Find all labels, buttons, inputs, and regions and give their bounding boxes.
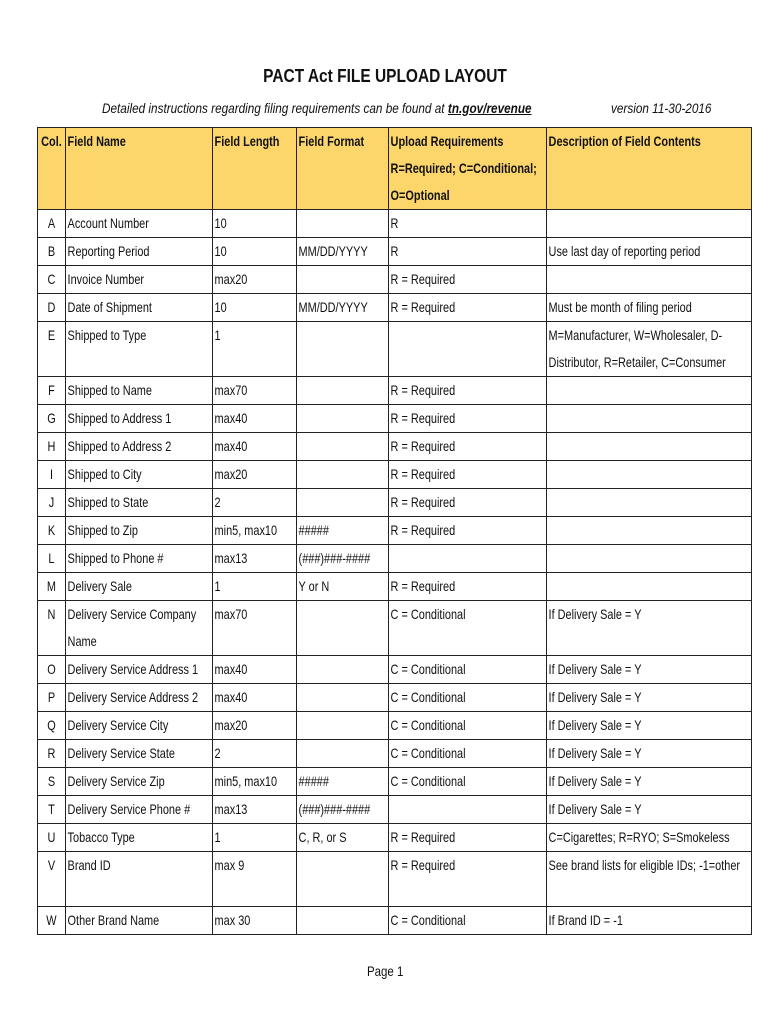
cell-length: 1 [213,322,297,377]
cell-col: I [38,461,66,489]
cell-length: min5, max10 [213,768,297,796]
cell-col: F [38,377,66,405]
cell-format [297,712,389,740]
cell-name: Tobacco Type [66,824,213,852]
cell-desc: If Delivery Sale = Y [547,796,752,824]
cell-desc: If Delivery Sale = Y [547,712,752,740]
cell-desc: If Delivery Sale = Y [547,740,752,768]
cell-name: Shipped to State [66,489,213,517]
cell-format [297,656,389,684]
cell-name: Shipped to City [66,461,213,489]
header-description: Description of Field Contents [547,128,752,210]
header-col: Col. [38,128,66,210]
cell-col: N [38,601,66,656]
page-number: Page 1 [366,963,404,979]
cell-length: 2 [213,740,297,768]
cell-length: max13 [213,545,297,573]
cell-format [297,852,389,907]
table-row [38,573,752,601]
cell-format [297,684,389,712]
table-row [38,907,752,935]
cell-length: max70 [213,377,297,405]
cell-name: Delivery Service Zip [66,768,213,796]
cell-name: Delivery Service Phone # [66,796,213,824]
table-row [38,322,752,377]
cell-name: Shipped to Type [66,322,213,377]
cell-req: R = Required [389,405,547,433]
cell-format [297,322,389,377]
table-row [38,684,752,712]
cell-length: max 9 [213,852,297,907]
table-row [38,461,752,489]
cell-col: L [38,545,66,573]
cell-length: max13 [213,796,297,824]
cell-format [297,601,389,656]
cell-name: Delivery Service State [66,740,213,768]
cell-desc [547,517,752,545]
cell-desc: See brand lists for eligible IDs; -1=other [547,852,752,907]
cell-name: Delivery Service Address 2 [66,684,213,712]
cell-desc: If Delivery Sale = Y [547,656,752,684]
cell-name: Shipped to Address 1 [66,405,213,433]
cell-format: MM/DD/YYYY [297,238,389,266]
cell-desc: If Delivery Sale = Y [547,601,752,656]
cell-length: min5, max10 [213,517,297,545]
cell-req: R = Required [389,461,547,489]
cell-format: ##### [297,517,389,545]
document-title: PACT Act FILE UPLOAD LAYOUT [263,66,507,86]
field-layout-table [37,127,752,935]
cell-req: C = Conditional [389,656,547,684]
table-row [38,517,752,545]
cell-length: 1 [213,573,297,601]
cell-col: A [38,210,66,238]
cell-desc [547,433,752,461]
cell-col: V [38,852,66,907]
cell-name: Reporting Period [66,238,213,266]
table-row [38,377,752,405]
cell-name: Account Number [66,210,213,238]
cell-col: H [38,433,66,461]
cell-name: Shipped to Zip [66,517,213,545]
instructions-text: Detailed instructions regarding filing requirements can be found at [102,100,445,116]
cell-col: Q [38,712,66,740]
instructions-line [102,100,532,116]
cell-req: R = Required [389,517,547,545]
cell-format: C, R, or S [297,824,389,852]
cell-req: C = Conditional [389,601,547,656]
cell-req: R = Required [389,824,547,852]
cell-col: P [38,684,66,712]
table-row [38,712,752,740]
cell-desc: If Delivery Sale = Y [547,768,752,796]
revenue-link[interactable]: tn.gov/revenue [447,100,532,116]
cell-col: S [38,768,66,796]
cell-col: U [38,824,66,852]
cell-desc [547,405,752,433]
header-field-format: Field Format [297,128,389,210]
cell-desc [547,489,752,517]
version-label: version 11-30-2016 [611,100,712,116]
cell-name: Date of Shipment [66,294,213,322]
table-row [38,433,752,461]
cell-name: Delivery Service Address 1 [66,656,213,684]
cell-length: 10 [213,210,297,238]
table-row [38,796,752,824]
cell-desc [547,461,752,489]
cell-name: Other Brand Name [66,907,213,935]
cell-length: 10 [213,238,297,266]
cell-desc [547,545,752,573]
cell-col: J [38,489,66,517]
cell-col: B [38,238,66,266]
cell-desc: Use last day of reporting period [547,238,752,266]
cell-length: 10 [213,294,297,322]
cell-req: R = Required [389,489,547,517]
table-row [38,210,752,238]
cell-format [297,740,389,768]
cell-req: R = Required [389,266,547,294]
cell-req: R [389,238,547,266]
table-row [38,266,752,294]
cell-length: max20 [213,712,297,740]
cell-name: Invoice Number [66,266,213,294]
cell-req [389,796,547,824]
cell-format [297,907,389,935]
cell-col: C [38,266,66,294]
cell-name: Shipped to Phone # [66,545,213,573]
table-row [38,740,752,768]
cell-desc [547,210,752,238]
cell-desc: If Delivery Sale = Y [547,684,752,712]
cell-desc: Must be month of filing period [547,294,752,322]
cell-req: R = Required [389,377,547,405]
table-header-row [38,128,752,210]
cell-name: Shipped to Address 2 [66,433,213,461]
cell-name: Delivery Sale [66,573,213,601]
cell-req: R = Required [389,294,547,322]
cell-name: Delivery Service Company Name [66,601,213,656]
table-row [38,852,752,907]
cell-length: max40 [213,405,297,433]
table-row [38,545,752,573]
cell-length: max40 [213,684,297,712]
header-upload-requirements: Upload Requirements R=Required; C=Conditional; O=Optional [389,128,547,210]
cell-req: C = Conditional [389,768,547,796]
cell-col: E [38,322,66,377]
cell-length: 2 [213,489,297,517]
table-row [38,489,752,517]
cell-length: 1 [213,824,297,852]
cell-length: max40 [213,433,297,461]
cell-length: max 30 [213,907,297,935]
cell-col: W [38,907,66,935]
cell-format [297,266,389,294]
cell-req [389,545,547,573]
cell-desc [547,266,752,294]
cell-req [389,322,547,377]
cell-desc: If Brand ID = -1 [547,907,752,935]
cell-col: D [38,294,66,322]
header-field-name: Field Name [66,128,213,210]
cell-format: MM/DD/YYYY [297,294,389,322]
cell-col: T [38,796,66,824]
cell-length: max20 [213,461,297,489]
cell-col: M [38,573,66,601]
cell-format [297,433,389,461]
cell-format [297,461,389,489]
cell-format [297,210,389,238]
cell-format: ##### [297,768,389,796]
cell-desc: C=Cigarettes; R=RYO; S=Smokeless [547,824,752,852]
cell-format [297,377,389,405]
table-row [38,824,752,852]
table-row [38,656,752,684]
table-row [38,238,752,266]
cell-length: max20 [213,266,297,294]
cell-col: G [38,405,66,433]
table-row [38,294,752,322]
header-field-length: Field Length [213,128,297,210]
cell-col: O [38,656,66,684]
table-row [38,405,752,433]
cell-format: (###)###-#### [297,545,389,573]
table-row [38,601,752,656]
cell-req: C = Conditional [389,740,547,768]
cell-desc [547,573,752,601]
cell-length: max70 [213,601,297,656]
cell-format: (###)###-#### [297,796,389,824]
cell-length: max40 [213,656,297,684]
cell-req: C = Conditional [389,907,547,935]
cell-col: R [38,740,66,768]
cell-name: Shipped to Name [66,377,213,405]
cell-req: R = Required [389,433,547,461]
cell-desc: M=Manufacturer, W=Wholesaler, D-Distributor, R=Retailer, C=Consumer [547,322,752,377]
table-row [38,768,752,796]
cell-desc [547,377,752,405]
cell-name: Delivery Service City [66,712,213,740]
cell-format: Y or N [297,573,389,601]
cell-req: C = Conditional [389,684,547,712]
cell-col: K [38,517,66,545]
cell-req: C = Conditional [389,712,547,740]
cell-req: R [389,210,547,238]
cell-format [297,405,389,433]
cell-format [297,489,389,517]
cell-req: R = Required [389,852,547,907]
cell-req: R = Required [389,573,547,601]
cell-name: Brand ID [66,852,213,907]
